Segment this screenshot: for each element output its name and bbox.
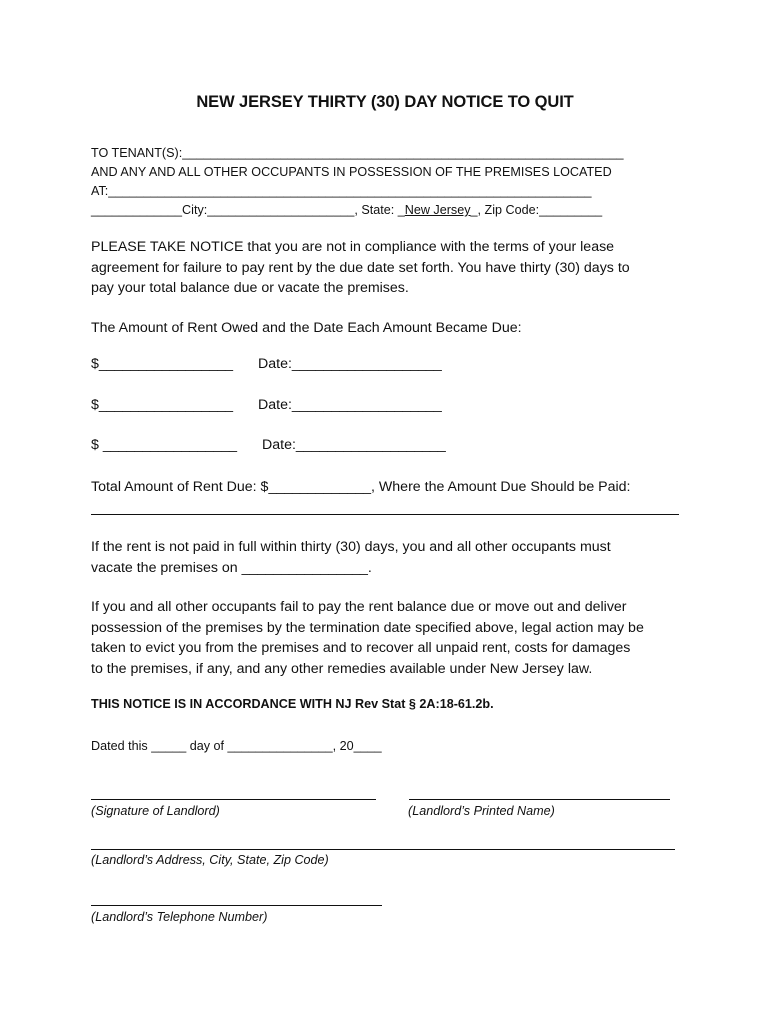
payment-location-line[interactable] (91, 514, 679, 515)
amount-field[interactable]: $ _________________ (91, 437, 237, 453)
state-value: New Jersey (404, 203, 471, 217)
date-field[interactable]: Date:___________________ (262, 437, 446, 453)
legal-paragraph (91, 597, 644, 679)
amount-heading: The Amount of Rent Owed and the Date Each Amount Became Due: (91, 320, 522, 336)
notice-line: agreement for failure to pay rent by the due date set forth. You have thirty (30) days to (91, 259, 630, 276)
dated-line[interactable]: Dated this _____ day of _______________, 20____ (91, 739, 382, 753)
legal-line: to the premises, if any, and any other remedies available under New Jersey law. (91, 660, 593, 677)
legal-line: possession of the premises by the termination date specified above, legal action may be (91, 619, 644, 636)
legal-line: If you and all other occupants fail to pay the rent balance due or move out and deliver (91, 599, 627, 615)
date-field[interactable]: Date:___________________ (258, 356, 442, 372)
date-field[interactable]: Date:___________________ (258, 397, 442, 413)
amount-field[interactable]: $_________________ (91, 356, 234, 372)
document-title: NEW JERSEY THIRTY (30) DAY NOTICE TO QUIT (196, 93, 574, 111)
notice-paragraph (91, 237, 630, 299)
printed-name-label: (Landlord’s Printed Name) (408, 804, 555, 818)
signature-line[interactable] (91, 799, 376, 800)
city-field[interactable]: _____________City:_____________________, State: _ (91, 203, 405, 217)
statute-line: THIS NOTICE IS IN ACCORDANCE WITH NJ Rev Stat § 2A:18-61.2b. (91, 697, 494, 711)
address-line[interactable] (91, 849, 675, 850)
vacate-line: If the rent is not paid in full within thirty (30) days, you and all other occupants must (91, 539, 611, 555)
vacate-paragraph (91, 537, 611, 578)
address-label: (Landlord’s Address, City, State, Zip Code) (91, 853, 329, 867)
telephone-label: (Landlord’s Telephone Number) (91, 910, 268, 924)
telephone-line[interactable] (91, 905, 382, 906)
vacate-line[interactable]: vacate the premises on ________________. (91, 559, 372, 576)
legal-line: taken to evict you from the premises and to recover all unpaid rent, costs for damages (91, 640, 631, 656)
signature-label: (Signature of Landlord) (91, 804, 220, 818)
amount-field[interactable]: $_________________ (91, 397, 234, 413)
zip-field[interactable]: _, Zip Code:_________ (470, 203, 603, 217)
total-due-line[interactable]: Total Amount of Rent Due: $_____________, Where the Amount Due Should be Paid: (91, 479, 631, 495)
city-state-zip-line[interactable] (91, 203, 602, 217)
premises-address-line[interactable]: AT:_____________________________________________________________________ (91, 184, 592, 198)
tenant-line[interactable]: TO TENANT(S):_______________________________________________________________ (91, 146, 624, 160)
notice-line: PLEASE TAKE NOTICE that you are not in compliance with the terms of your lease (91, 239, 615, 255)
notice-line: pay your total balance due or vacate the premises. (91, 280, 409, 296)
occupants-line: AND ANY AND ALL OTHER OCCUPANTS IN POSSESSION OF THE PREMISES LOCATED (91, 165, 612, 179)
printed-name-line[interactable] (409, 799, 670, 800)
